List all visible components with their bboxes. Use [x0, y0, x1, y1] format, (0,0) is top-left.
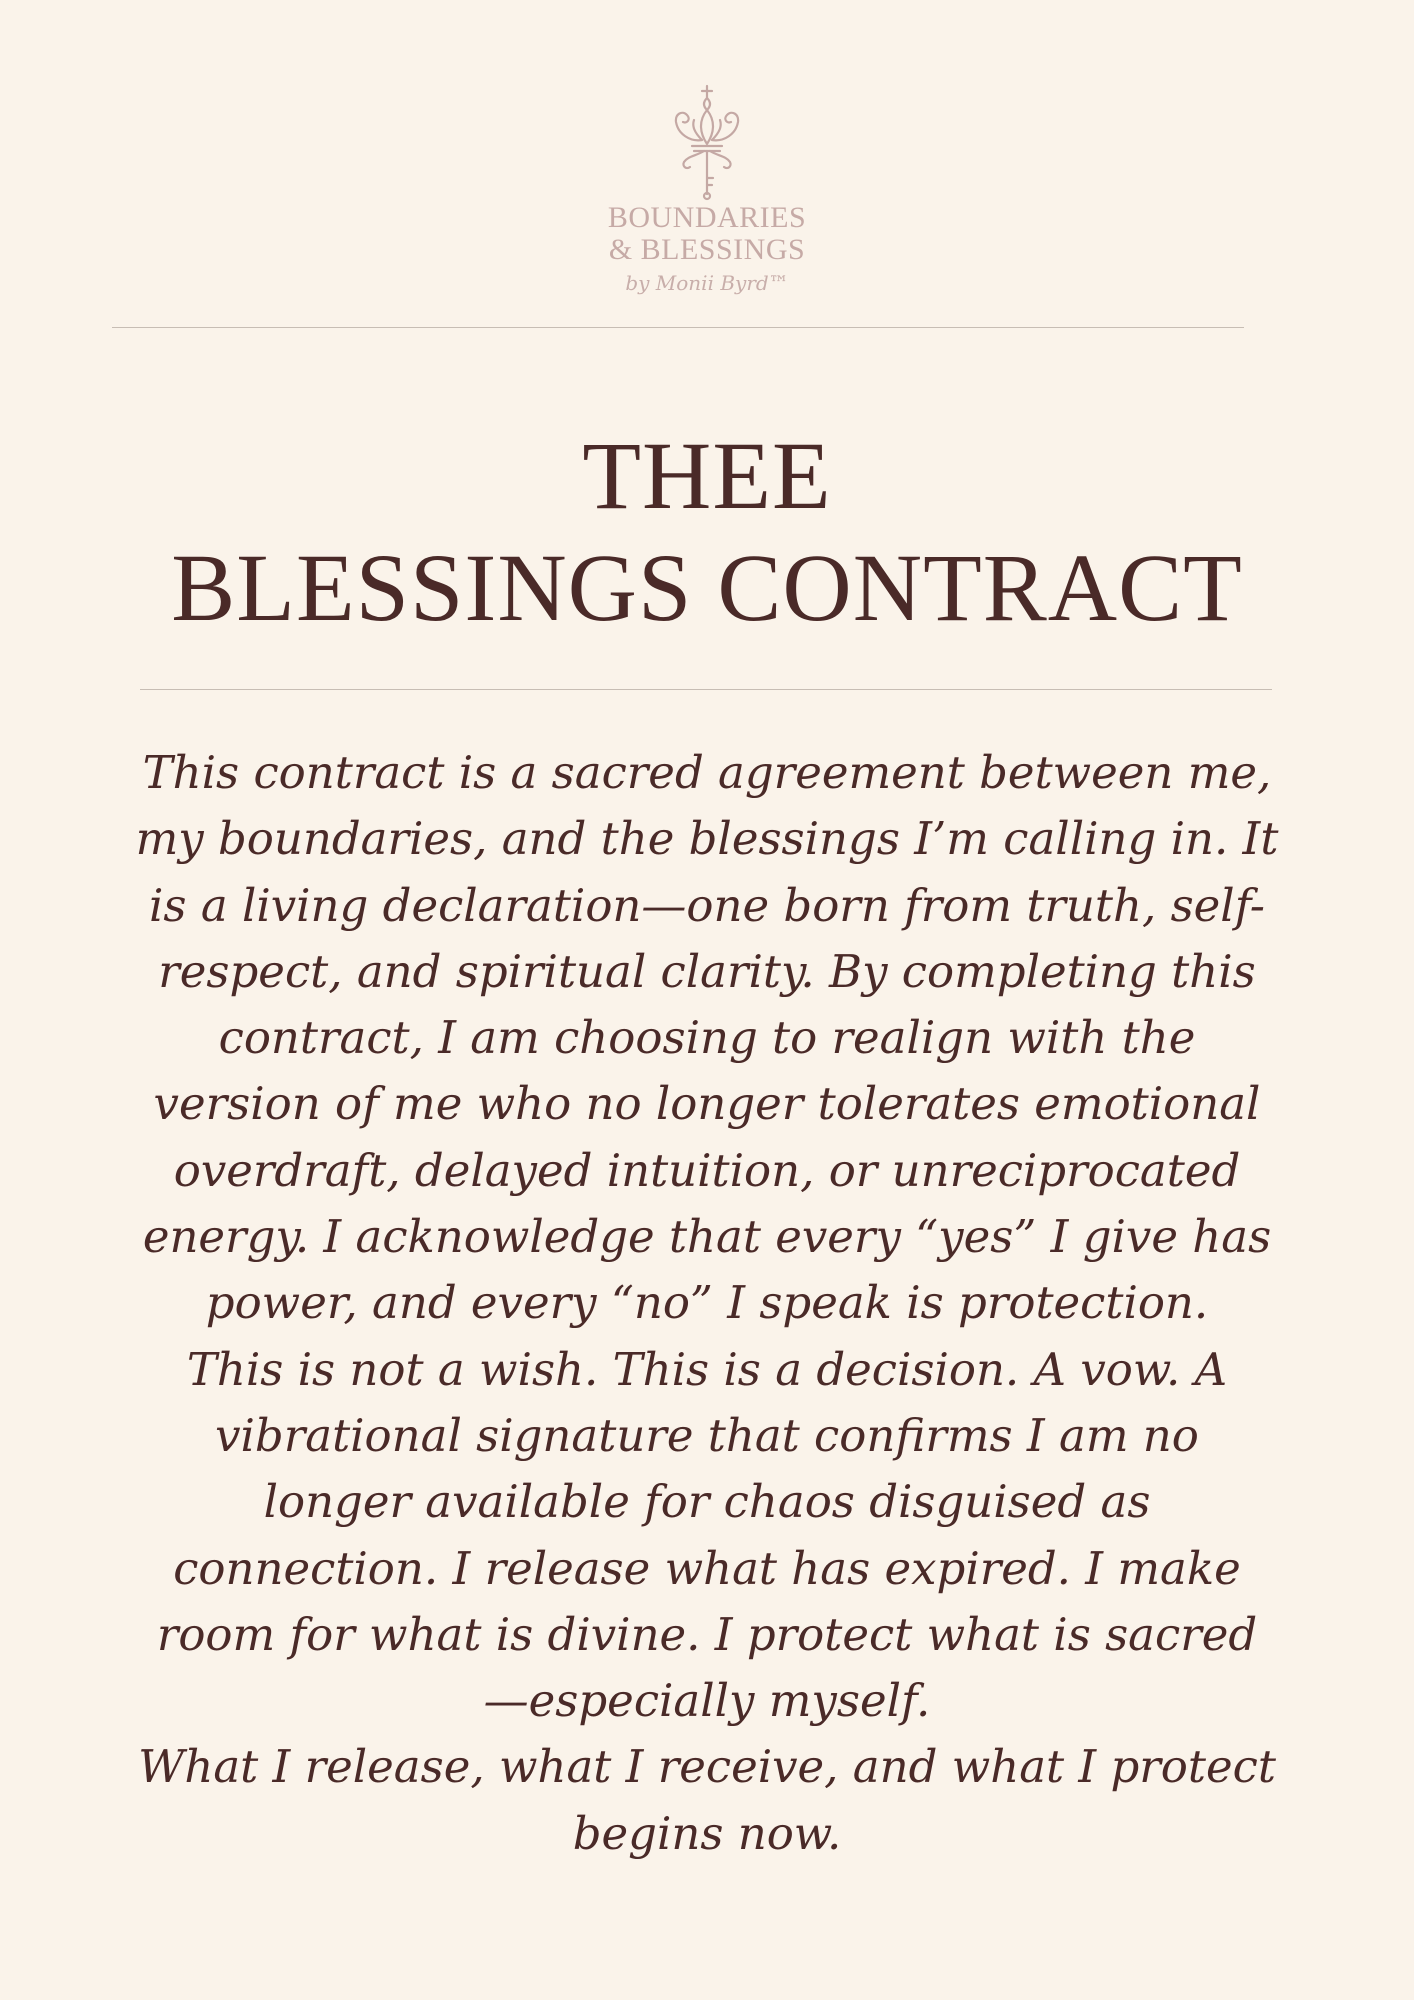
logo-text-line-2: & BLESSINGS [608, 233, 806, 266]
title-divider [140, 689, 1272, 690]
body-line: What I release, what I receive, and what I protect [138, 1740, 1276, 1794]
brand-logo [587, 82, 827, 296]
body-line: This is not a wish. This is a decision. A vow. A [186, 1342, 1228, 1396]
body-line: my boundaries, and the blessings I’m calling in. It [135, 812, 1279, 866]
title-line-2: BLESSINGS CONTRACT [171, 534, 1243, 641]
title-line-1: THEE [582, 422, 832, 529]
body-line: begins now. [572, 1806, 842, 1860]
logo-byline: by Monii Byrd™ [625, 271, 789, 295]
body-line: This contract is a sacred agreement between me, [142, 746, 1272, 799]
body-line: power, and every “no” I speak is protection. [205, 1276, 1209, 1330]
top-divider [112, 327, 1244, 328]
body-line: —especially myself. [483, 1674, 931, 1728]
body-line: energy. I acknowledge that every “yes” I give has [142, 1210, 1272, 1264]
body-line: is a living declaration—one born from truth, self- [149, 878, 1265, 932]
body-line: version of me who no longer tolerates emotional [153, 1077, 1261, 1131]
logo-text-line-1: BOUNDARIES [607, 201, 807, 234]
body-line: room for what is divine. I protect what is sacred [156, 1607, 1258, 1661]
body-line: overdraft, delayed intuition, or unreciprocated [173, 1143, 1241, 1197]
body-line: respect, and spiritual clarity. By completing this [158, 944, 1256, 998]
contract-body [107, 740, 1307, 1867]
body-line: connection. I release what has expired. I make [173, 1541, 1241, 1595]
fleur-de-lis-key-icon [662, 82, 752, 202]
body-line: vibrational signature that confirms I am no [215, 1408, 1199, 1462]
page-title [0, 420, 1414, 644]
body-line: longer available for chaos disguised as [263, 1475, 1151, 1529]
body-line: contract, I am choosing to realign with the [218, 1011, 1196, 1065]
